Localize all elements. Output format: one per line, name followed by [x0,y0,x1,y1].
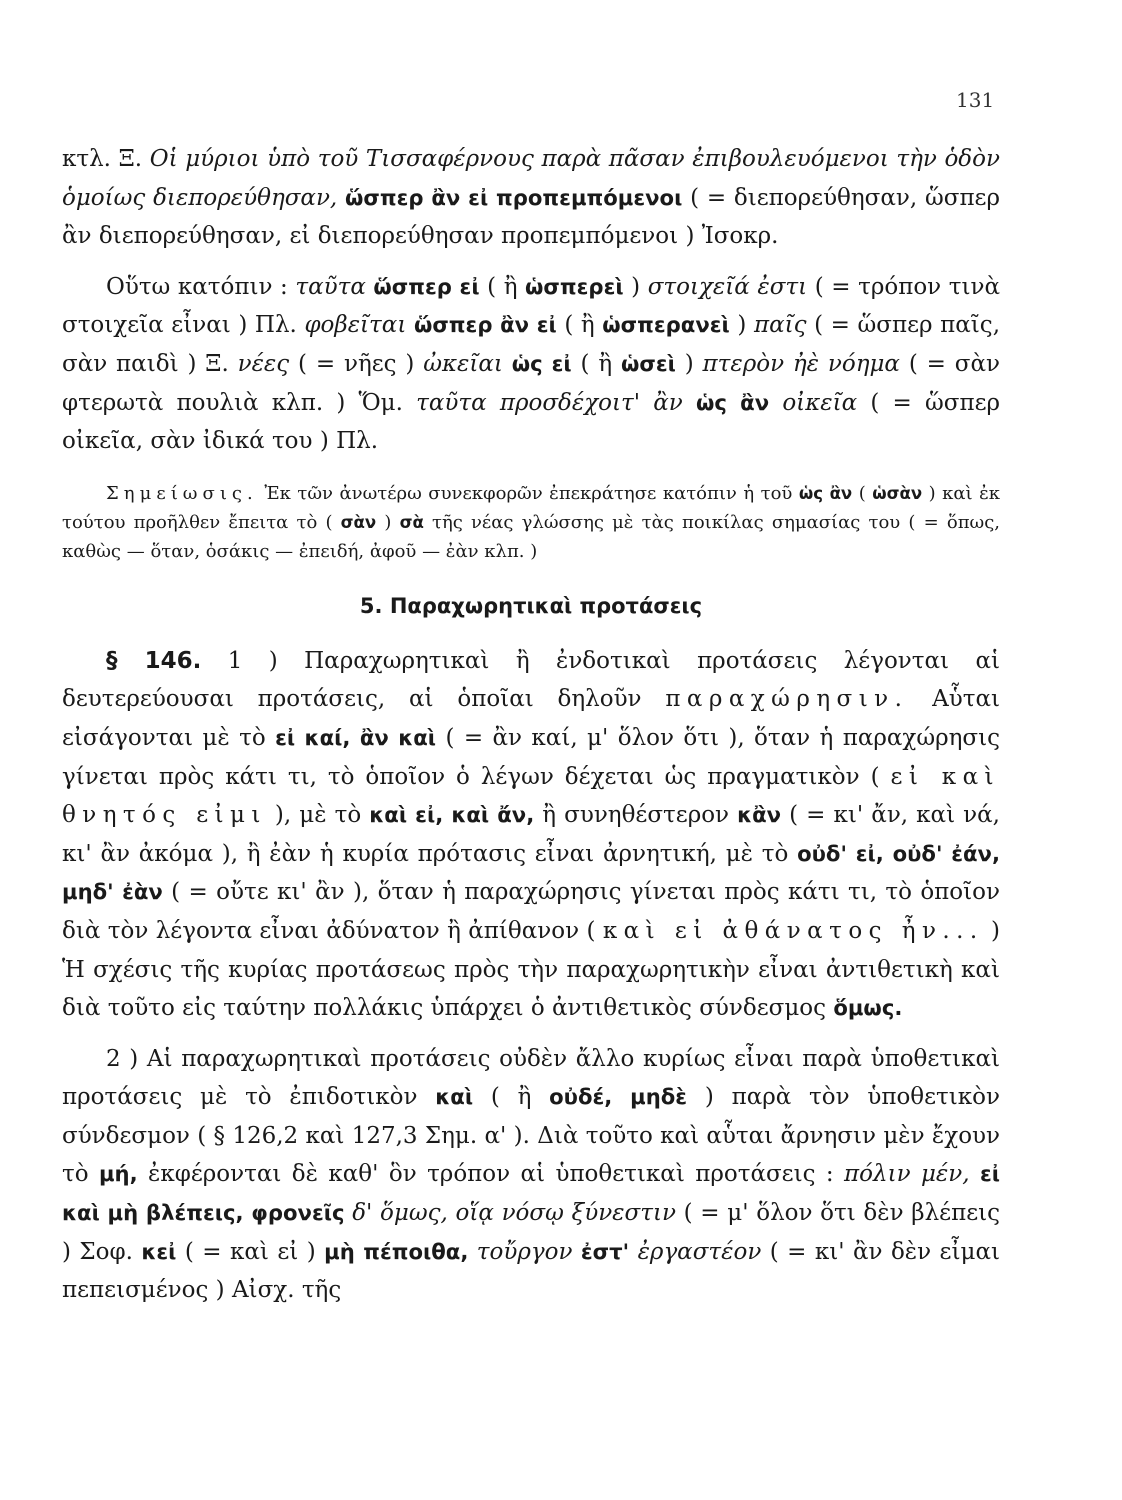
keyword-bold: ὡς ἂν [695,389,770,415]
paragraph-146-2 [62,1040,1000,1310]
text: ( = οὔτε κι' ἂν ), ὅταν ἡ παραχώρησις γίνεται πρὸς κάτι τι, τὸ ὁποῖον διὰ τὸν λέγοντα εἶναι ἀδύνατον ἢ ἀπίθανον ( [62,879,1000,944]
text: ( = κι' ἂν δὲν εἶμαι πεπεισμένος ) Αἰσχ. τῆς [62,1238,1000,1304]
keyword-bold: καὶ [435,1084,474,1110]
text: ( = τρόπον τινὰ στοιχεῖα εἶναι ) Πλ. [62,273,1000,339]
quote-italic: ἐργαστέον [629,1238,762,1265]
keyword-bold: κεἰ [141,1238,177,1264]
quote-italic: ὠκεῖαι [423,350,512,377]
spaced-term: παραχώρησιν. [665,686,909,713]
keyword-bold: μὴ πέποιθα, [324,1238,469,1264]
text: ) [376,511,400,533]
text: Αὗται εἰσάγονται μὲ τὸ [62,686,1000,751]
quote-italic: Οἱ μύριοι ὑπὸ τοῦ Τισσαφέρνους παρὰ πᾶσαν ἐπιβουλευόμενοι τὴν ὁδὸν ὁμοίως διεπορεύθησαν, [62,146,1000,211]
text: ( [852,482,873,504]
keyword-bold: οὐδ' εἰ, οὐδ' ἐάν, μηδ' ἐὰν [62,840,1001,905]
text: ), μὲ τὸ [266,802,370,829]
text: ) παρὰ τὸν ὑποθετικὸν σύνδεσμον ( § 126,2 καὶ 127,3 Σημ. α' ). Διὰ τοῦτο καὶ αὗται ἄρνησιν μὲν ἔχουν τὸ [62,1084,1001,1188]
text: ( = καὶ εἰ ) [176,1238,325,1265]
keyword-bold: ὥσπερ ἂν εἰ [413,312,557,338]
quote-italic: δ' ὅμως, οἵᾳ νόσῳ ξύνεστιν [344,1200,676,1227]
section-number: § 146. [106,647,202,674]
keyword-bold: σὰ [399,512,424,532]
section-heading: 5. Παραχωρητικαὶ προτάσεις [359,593,703,618]
quote-italic: στοιχεῖά ἐστι [647,273,808,300]
paragraph-146-1 [62,642,1000,1028]
text: ( ἢ [571,350,621,377]
quote-italic: πτερὸν ἠὲ νόημα [702,350,900,377]
quote-italic: ταῦτα προσδέχοιτ' ἂν [416,389,696,416]
note-label: Σημείωσις. [106,482,258,504]
text: ( = ὥσπερ οἰκεῖα, σὰν ἰδικά του ) Πλ. [62,389,1001,455]
text: κτλ. Ξ. [62,146,150,172]
keyword-bold: ὡσεὶ [620,350,676,376]
text: ( = σὰν φτερωτὰ πουλιὰ κλπ. ) Ὅμ. [62,350,1000,416]
keyword-bold: σὰν [340,512,377,532]
text: 2 ) Αἱ παραχωρητικαὶ προτάσεις οὐδὲν ἄλλο κυρίως εἶναι παρὰ ὑποθετικαὶ προτάσεις μὲ τὸ ἐπιδοτικὸν [62,1045,1000,1111]
keyword-bold: εἰ καί, ἂν καὶ [275,724,437,750]
text: ( ἢ [479,273,526,300]
text: τῆς νέας γλώσσης μὲ τὰς ποικίλας σημασίας του ( = ὅπως, καθὼς — ὅταν, ὁσάκις — ἐπειδή, ἀφοῦ — ἐὰν κλπ. ) [62,511,1000,562]
text: ἢ συνηθέστερον [534,802,738,829]
keyword-bold: εἰ καὶ μὴ βλέπεις, φρονεῖς [62,1161,1000,1226]
text: ) καὶ ἐκ τούτου προῆλθεν ἔπειτα τὸ ( [62,482,1001,533]
spaced-term: καὶ εἰ ἀθάνατος ἦν... [602,917,984,944]
quote-italic: παῖς [753,312,807,339]
quote-italic: πόλιν μέν, [844,1161,980,1188]
keyword-bold: ὥσπερ ἂν εἰ προπεμπόμενοι [345,184,683,210]
keyword-bold: ὅμως. [833,995,903,1021]
keyword-bold: ὡς ἂν [798,483,853,503]
keyword-bold: οὐδέ, μηδὲ [549,1084,688,1110]
keyword-bold: ὡσπερεὶ [525,273,624,299]
text: ( = ἂν καί, μ' ὅλον ὅτι ), ὅταν ἡ παραχώρησις γίνεται πρὸς κάτι τι, τὸ ὁποῖον ὁ λέγων δέχεται ὡς πραγματικὸν ( [62,724,1000,790]
text: ( = νῆες ) [289,350,424,377]
keyword-bold: ἐστ' [580,1238,630,1264]
keyword-bold: κἂν [737,802,782,828]
text: ) [729,312,754,339]
text: ( = κι' ἄν, καὶ νά, κι' ἂν ἀκόμα ), ἢ ἐὰν ἡ κυρία πρότασις εἶναι ἀρνητική, μὲ τὸ [62,802,1000,867]
spaced-term: εἰ καὶ θνητός εἰμι [62,763,1000,829]
text: ( ἢ [556,312,603,339]
keyword-bold: ὡς εἰ [511,350,572,376]
text: ( = διεπορεύθησαν, ὥσπερ ἂν διεπορεύθησαν, εἰ διεπορεύθησαν προπεμπόμενοι ) Ἰσοκρ. [62,184,1000,250]
text: ) [675,350,703,377]
quote-italic: τοὔργον [468,1238,581,1265]
text: ) Ἡ σχέσις τῆς κυρίας προτάσεως πρὸς τὴν παραχωρητικὴν εἶναι ἀντιθετικὴ καὶ διὰ τοῦτο εἰς ταύτην πολλάκις ὑπάρχει ὁ ἀντιθετικὸς σύνδεσμος [62,917,1000,1022]
paragraph-xenophon-example [62,140,1000,256]
paragraph-later-usage [62,268,1000,461]
text: 1 ) Παραχωρητικαὶ ἢ ἐνδοτικαὶ προτάσεις λέγονται αἱ δευτερεύουσαι προτάσεις, αἱ ὁποῖαι δηλοῦν [62,647,1000,713]
keyword-bold: μή, [98,1161,138,1187]
text: ( = ὥσπερ παῖς, σὰν παιδὶ ) Ξ. [62,312,1001,377]
text: ἐκφέρονται δὲ καθ' ὃν τρόπον αἱ ὑποθετικαὶ προτάσεις : [137,1161,845,1188]
text: ) [623,273,648,300]
text: Ἐκ τῶν ἀνωτέρω συνεκφορῶν ἐπεκράτησε κατόπιν ἡ τοῦ [257,482,799,504]
note-paragraph [62,479,1000,566]
text: ( = μ' ὅλον ὅτι δὲν βλέπεις ) Σοφ. [62,1200,1001,1265]
text [769,390,782,416]
page-number: 131 [956,88,995,112]
quote-italic: φοβεῖται [304,312,414,339]
keyword-bold: καὶ εἰ, καὶ ἄν, [369,802,535,828]
text: ( ἢ [473,1084,550,1111]
quote-italic: οἰκεῖα [782,389,858,416]
text: Οὕτω κατόπιν : [106,273,296,300]
page-body [62,140,1000,1310]
keyword-bold: ὥσπερ εἰ [373,273,480,299]
quote-italic: νέες [237,350,290,377]
keyword-bold: ὡσὰν [872,483,923,503]
quote-italic: ταῦτα [295,273,374,300]
keyword-bold: ὡσπερανεὶ [602,312,730,338]
